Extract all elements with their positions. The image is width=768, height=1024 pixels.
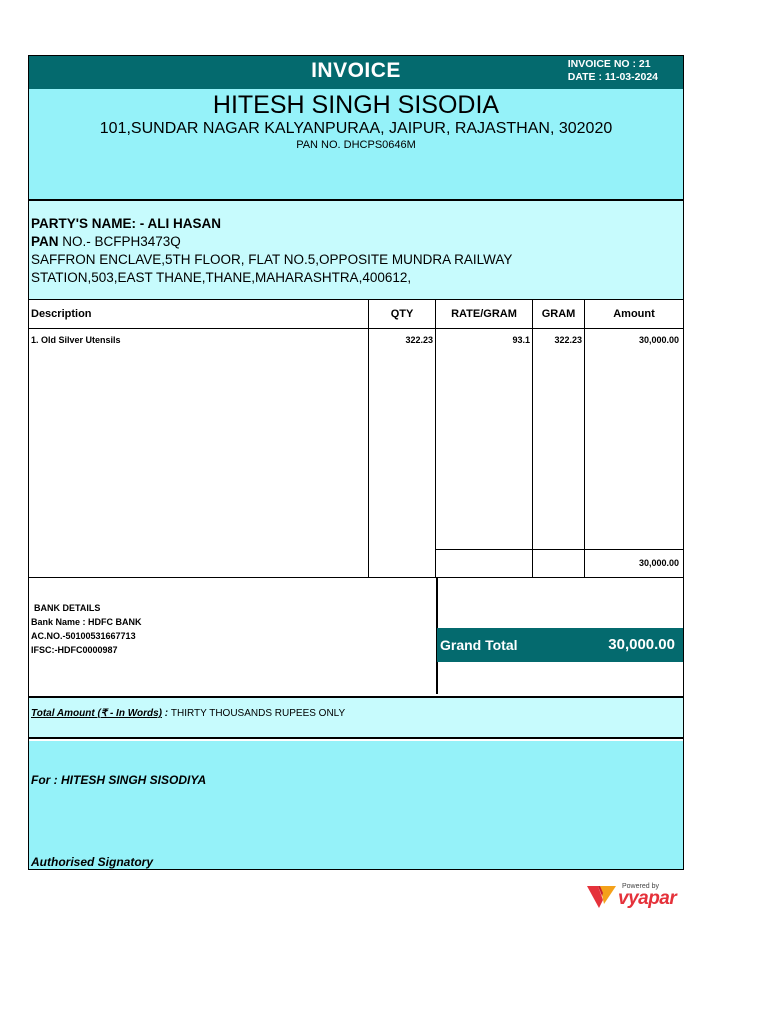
- invoice-header-band: [29, 56, 683, 90]
- bank-details: [31, 601, 142, 657]
- amount-in-words-line: [31, 708, 345, 719]
- col-amount-header: Amount: [613, 308, 655, 320]
- bank-ifsc: IFSC:-HDFC0000987: [31, 645, 118, 655]
- party-address: SAFFRON ENCLAVE,5TH FLOOR, FLAT NO.5,OPPOSITE MUNDRA RAILWAY STATION,503,EAST THANE,THANE,MAHARASHTRA,400612,: [31, 252, 513, 285]
- vyapar-mark-icon: [586, 884, 618, 910]
- seller-address: 101,SUNDAR NAGAR KALYANPURAA, JAIPUR, RAJASTHAN, 302020: [99, 120, 613, 137]
- invoice-number: INVOICE NO : 21: [567, 58, 651, 70]
- party-pan-value: NO.- BCFPH3473Q: [58, 234, 181, 249]
- invoice-date: DATE : 11-03-2024: [567, 71, 658, 83]
- seller-block: [29, 89, 683, 201]
- bank-account: AC.NO.-50100531667713: [31, 631, 136, 641]
- item-gram: 322.23: [554, 335, 582, 345]
- bank-name: Bank Name : HDFC BANK: [31, 617, 142, 627]
- bank-details-title: BANK DETAILS: [34, 603, 101, 613]
- signature-block: [29, 741, 683, 869]
- col-gram-header: GRAM: [541, 308, 576, 320]
- item-qty: 322.23: [405, 335, 433, 345]
- invoice-meta: [568, 58, 658, 84]
- vyapar-logo: [586, 882, 686, 912]
- vyapar-wordmark: vyapar: [618, 888, 677, 909]
- seller-pan: PAN NO. DHCPS0646M: [296, 139, 416, 151]
- invoice-title: INVOICE: [311, 59, 401, 82]
- authorised-signatory: Authorised Signatory: [31, 855, 154, 869]
- grand-total-value: 30,000.00: [608, 636, 675, 653]
- grand-total-label: Grand Total: [440, 637, 518, 653]
- party-pan-label: PAN: [31, 234, 59, 249]
- amount-in-words: [29, 696, 683, 739]
- amount-in-words-sep: :: [161, 708, 171, 719]
- for-company: For : HITESH SINGH SISODIYA: [31, 773, 207, 787]
- party-pan: [31, 234, 181, 249]
- invoice-sheet: [28, 55, 684, 870]
- col-qty-header: QTY: [390, 308, 414, 320]
- col-description-header: Description: [31, 308, 92, 320]
- table-bottom-line: [29, 577, 683, 578]
- amount-in-words-value: THIRTY THOUSANDS RUPEES ONLY: [170, 708, 346, 719]
- amount-in-words-label: Total Amount (₹ - In Words): [31, 708, 162, 719]
- item-description: 1. Old Silver Utensils: [31, 335, 121, 345]
- powered-by-text: Powered by: [622, 883, 659, 890]
- subtotal-divider: [435, 549, 683, 550]
- seller-name: HITESH SINGH SISODIA: [212, 91, 500, 119]
- grand-total-box: [437, 628, 683, 662]
- item-rate: 93.1: [512, 335, 530, 345]
- subtotal-amount: 30,000.00: [638, 558, 679, 568]
- party-name: PARTY'S NAME: - ALI HASAN: [31, 216, 221, 231]
- col-rate-header: RATE/GRAM: [451, 308, 517, 320]
- party-block: [29, 201, 683, 300]
- item-amount: 30,000.00: [638, 335, 679, 345]
